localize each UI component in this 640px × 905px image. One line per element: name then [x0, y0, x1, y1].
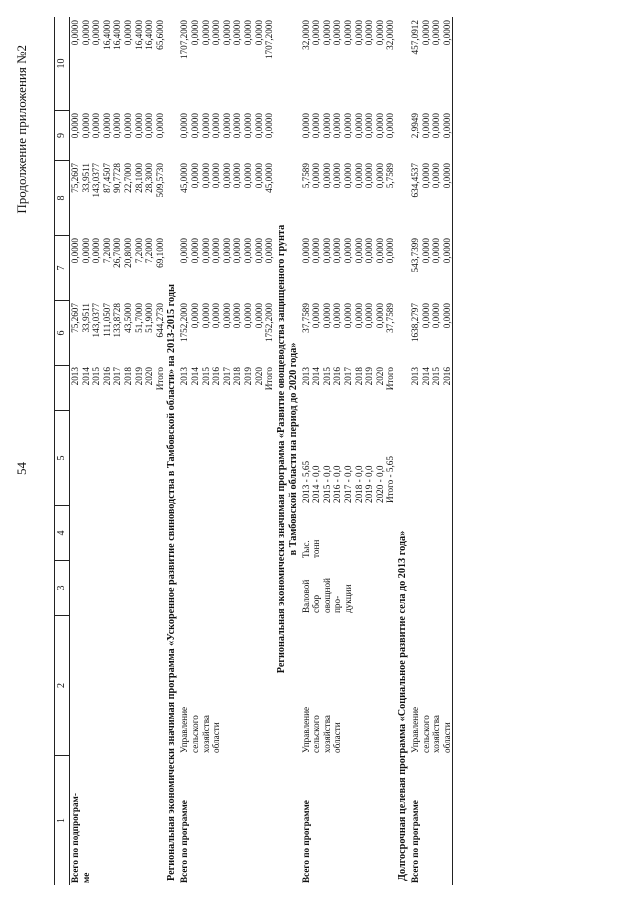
local-funding: 0,0000 0,0000 0,0000 0,0000 0,0000 0,0000 0,0000 0,0000 0,0000 [179, 113, 275, 139]
indicator [410, 560, 452, 615]
years: 2013 2014 2015 2016 2017 2018 2019 2020 Итого [300, 367, 396, 391]
col-number: 10 [56, 58, 67, 69]
unit [179, 505, 274, 560]
federal-funding: 0,0000 0,0000 0,0000 7,2000 26,7000 20,8000 7,2000 7,2000 69,1000 [70, 238, 165, 268]
total-funding: 37,7589 0,0000 0,0000 0,0000 0,0000 0,0000 0,0000 0,0000 37,7589 [300, 303, 396, 333]
federal-funding: 0,0000 0,0000 0,0000 0,0000 0,0000 0,0000 0,0000 0,0000 0,0000 [300, 238, 396, 264]
row-label: Всего по программе [179, 800, 190, 883]
executor: Управление сельского хозяйства области [410, 706, 452, 753]
rotated-page [10, 5, 630, 895]
extrabudgetary-funding: 0,0000 0,0000 0,0000 16,4000 16,4000 0,0000 16,4000 16,4000 65,6000 [70, 20, 165, 50]
total-funding: 1752,2000 0,0000 0,0000 0,0000 0,0000 0,0000 0,0000 0,0000 1752,2000 [179, 303, 275, 343]
target-values [70, 410, 165, 505]
executor [70, 615, 165, 755]
appendix-continuation-label: Продолжение приложения №2 [14, 45, 29, 214]
col-number: 4 [55, 505, 69, 560]
regional-funding: 5,7589 0,0000 0,0000 0,0000 0,0000 0,0000 0,0000 0,0000 5,7589 [300, 163, 396, 189]
total-funding: 75,2607 33,9511 143,0377 111,0507 133,8728 43,5000 51,7000 51,9000 644,2730 [70, 303, 165, 338]
local-funding: 0,0000 0,0000 0,0000 0,0000 0,0000 0,0000 0,0000 0,0000 0,0000 [70, 113, 165, 139]
subprogram-total-block [70, 17, 165, 885]
program-block [410, 17, 452, 885]
target-values [410, 410, 452, 505]
extrabudgetary-funding: 32,0000 0,0000 0,0000 0,0000 0,0000 0,0000 0,0000 0,0000 32,0000 [300, 20, 396, 50]
regional-funding: 634,4537 0,0000 0,0000 0,0000 [410, 163, 452, 198]
federal-funding: 543,7399 0,0000 0,0000 0,0000 [410, 238, 452, 273]
extrabudgetary-funding: 457,0912 0,0000 0,0000 0,0000 [410, 20, 452, 55]
col-number: 8 [55, 160, 69, 235]
unit [410, 505, 452, 560]
local-funding: 0,0000 0,0000 0,0000 0,0000 0,0000 0,0000 0,0000 0,0000 0,0000 [300, 113, 396, 139]
row-label: Всего по программе [300, 800, 311, 883]
unit [70, 505, 165, 560]
years: 2013 2014 2015 2016 [410, 367, 452, 386]
col-number: 7 [55, 235, 69, 300]
col-number: 2 [55, 615, 69, 755]
regional-funding: 75,2607 33,9511 143,0377 87,4507 90,7728 22,7000 28,1000 28,3000 509,5730 [70, 163, 165, 198]
indicator [70, 560, 165, 615]
extrabudgetary-funding: 1707,2000 0,0000 0,0000 0,0000 0,0000 0,0000 0,0000 0,0000 1707,2000 [179, 20, 275, 60]
col-number: 1 [55, 755, 69, 885]
indicator: Валовой сбор овощной про- дукции [300, 578, 354, 613]
budget-table [54, 17, 453, 885]
page-header [14, 5, 34, 895]
years: 2013 2014 2015 2016 2017 2018 2019 2020 Итого [70, 367, 165, 391]
col-number: 9 [55, 110, 69, 160]
executor: Управление сельского хозяйства области [179, 706, 222, 753]
program-title: Региональная экономически значимая программа «Развитие овощеводства защищенного грунта в Тамбовской области на период до 2020 года» [275, 224, 299, 674]
target-values [179, 410, 274, 505]
column-number-row [55, 17, 70, 885]
page-number: 54 [14, 462, 29, 475]
program-block [301, 17, 396, 885]
program-title: Долгосрочная целевая программа «Социальное развитие села до 2013 года» [397, 530, 409, 881]
total-funding: 1638,2797 0,0000 0,0000 0,0000 [410, 303, 452, 343]
col-number [55, 365, 69, 410]
row-label: Всего по программе [410, 800, 421, 883]
target-values: 2013 - 5,65 2014 - 0,0 2015 - 0,0 2016 - 0,0 2017 - 0,0 2018 - 0,0 2019 - 0,0 2020 - 0,0 Итого - 5,65 [300, 456, 396, 503]
executor: Управление сельского хозяйства области [300, 706, 343, 753]
program-title: Региональная экономически значимая программа «Ускоренное развитие свиноводства в Тамбовской области» на 2013-2015 годы [166, 284, 178, 881]
local-funding: 2,9949 0,0000 0,0000 0,0000 [410, 113, 452, 139]
federal-funding: 0,0000 0,0000 0,0000 0,0000 0,0000 0,0000 0,0000 0,0000 0,0000 [179, 238, 275, 264]
col-number: 6 [55, 300, 69, 365]
unit: Тыс. тонн [300, 539, 322, 558]
regional-funding: 45,0000 0,0000 0,0000 0,0000 0,0000 0,0000 0,0000 0,0000 45,0000 [179, 163, 275, 193]
col-number: 5 [55, 410, 69, 505]
years: 2013 2014 2015 2016 2017 2018 2019 2020 Итого [179, 367, 275, 391]
program-block [179, 17, 274, 885]
indicator [179, 560, 274, 615]
col-number: 3 [55, 560, 69, 615]
row-label: Всего по подпрограм- ме [70, 793, 91, 883]
